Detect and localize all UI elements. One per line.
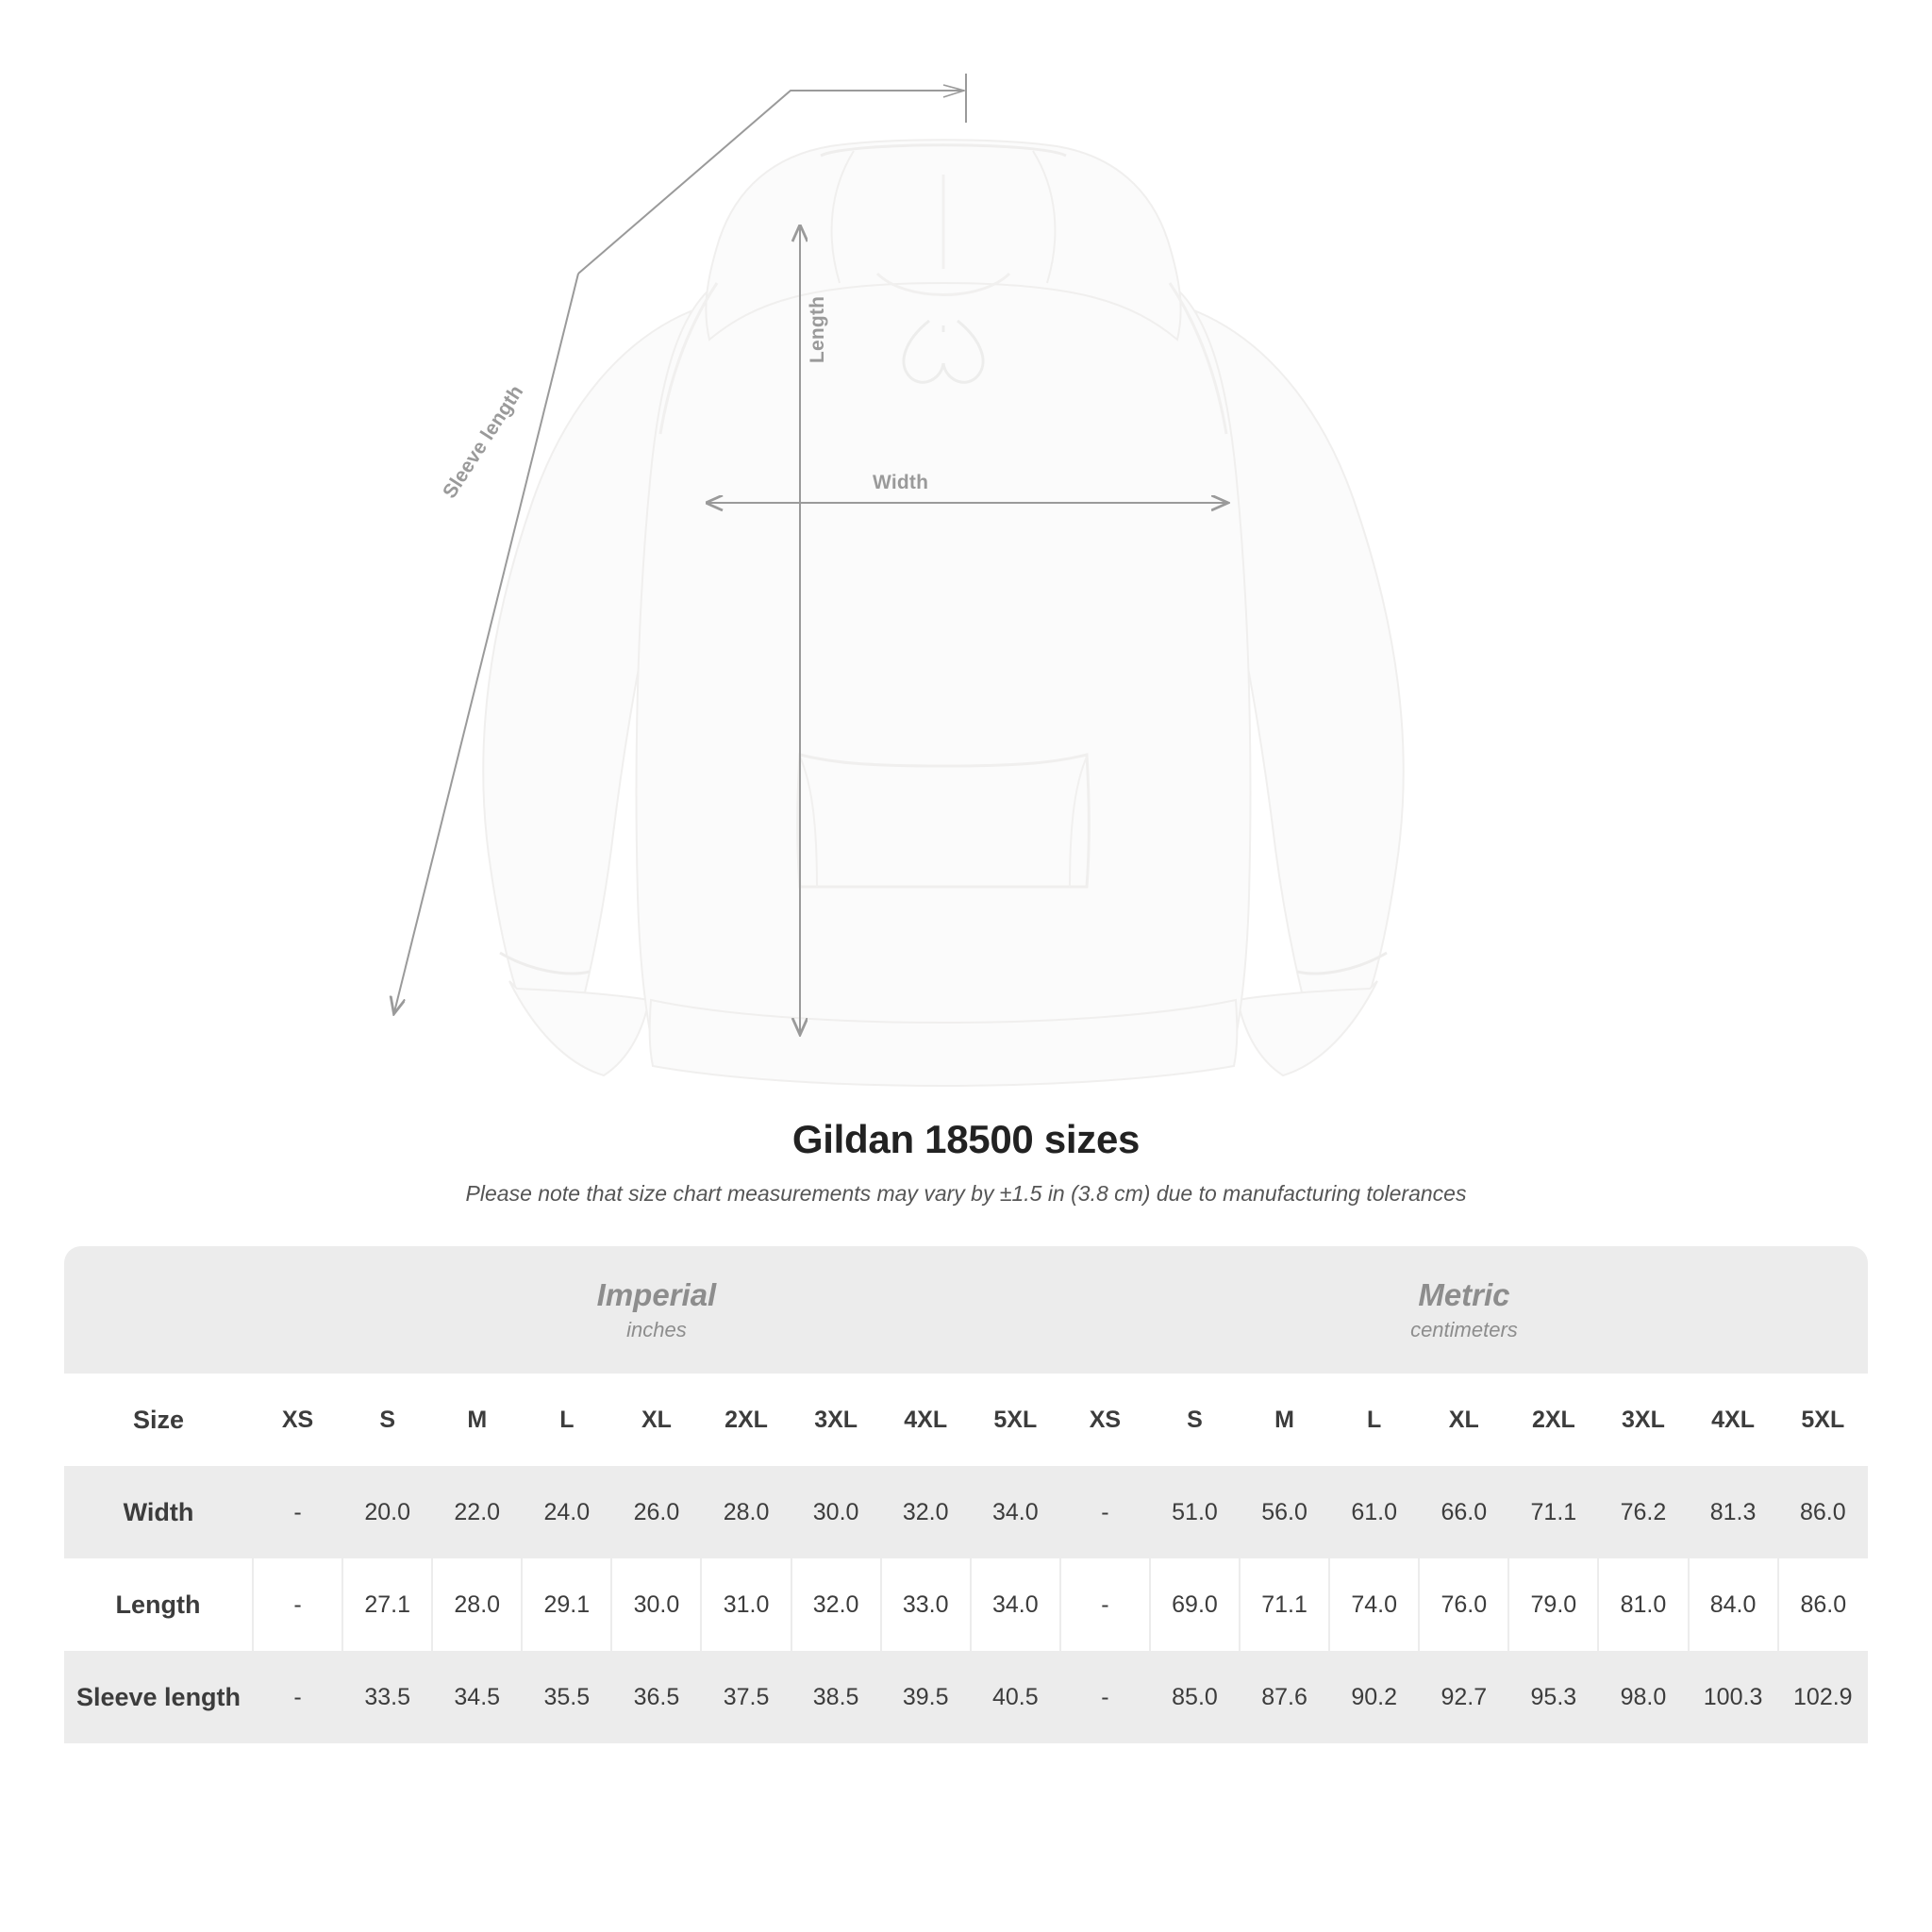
page-title: Gildan 18500 sizes (791, 1117, 1141, 1161)
size-table (64, 1246, 1868, 1743)
size-col-3xl-imperial: 3XL (791, 1374, 881, 1466)
row-label-length: Length (64, 1558, 253, 1651)
cell-sleeve-metric-s: 85.0 (1150, 1651, 1240, 1743)
size-col-xl-metric: XL (1419, 1374, 1508, 1466)
cell-sleeve-metric-3xl: 98.0 (1598, 1651, 1688, 1743)
cell-width-metric-m: 56.0 (1240, 1466, 1329, 1558)
cell-width-metric-4xl: 81.3 (1689, 1466, 1778, 1558)
cell-width-imperial-xs: - (253, 1466, 342, 1558)
cell-sleeve-imperial-xs: - (253, 1651, 342, 1743)
size-col-s-metric: S (1150, 1374, 1240, 1466)
cell-width-imperial-m: 22.0 (432, 1466, 522, 1558)
cell-sleeve-imperial-3xl: 38.5 (791, 1651, 881, 1743)
cell-length-metric-2xl: 79.0 (1508, 1558, 1598, 1651)
cell-sleeve-imperial-s: 33.5 (342, 1651, 432, 1743)
cell-sleeve-imperial-l: 35.5 (522, 1651, 611, 1743)
cell-length-imperial-m: 28.0 (432, 1558, 522, 1651)
title-block (0, 1117, 1932, 1207)
size-col-2xl-metric: 2XL (1508, 1374, 1598, 1466)
cell-sleeve-imperial-5xl: 40.5 (971, 1651, 1060, 1743)
cell-length-imperial-5xl: 34.0 (971, 1558, 1060, 1651)
cell-sleeve-imperial-4xl: 39.5 (881, 1651, 971, 1743)
metric-group-header (1060, 1246, 1868, 1374)
length-dimension-label: Length (807, 295, 828, 363)
cell-length-metric-3xl: 81.0 (1598, 1558, 1688, 1651)
row-label-sleeve-length: Sleeve length (64, 1651, 253, 1743)
width-dimension-label: Width (873, 472, 929, 493)
metric-group-title: Metric (1418, 1276, 1510, 1312)
tolerance-note: Please note that size chart measurements may vary by ±1.5 in (3.8 cm) due to manufacturing tolerances (465, 1181, 1467, 1206)
cell-width-metric-s: 51.0 (1150, 1466, 1240, 1558)
size-col-l-imperial: L (522, 1374, 611, 1466)
size-col-4xl-imperial: 4XL (881, 1374, 971, 1466)
cell-length-metric-xs: - (1060, 1558, 1150, 1651)
size-row-header: Size (64, 1374, 253, 1466)
cell-width-metric-3xl: 76.2 (1598, 1466, 1688, 1558)
cell-width-imperial-xl: 26.0 (611, 1466, 701, 1558)
size-col-s-imperial: S (342, 1374, 432, 1466)
cell-length-metric-4xl: 84.0 (1689, 1558, 1778, 1651)
unit-header-spacer (64, 1246, 253, 1374)
size-col-3xl-metric: 3XL (1598, 1374, 1688, 1466)
cell-sleeve-metric-4xl: 100.3 (1689, 1651, 1778, 1743)
cell-length-metric-m: 71.1 (1240, 1558, 1329, 1651)
cell-length-imperial-l: 29.1 (522, 1558, 611, 1651)
size-col-xl-imperial: XL (611, 1374, 701, 1466)
size-col-m-metric: M (1240, 1374, 1329, 1466)
size-col-xs-metric: XS (1060, 1374, 1150, 1466)
cell-width-imperial-l: 24.0 (522, 1466, 611, 1558)
cell-sleeve-imperial-2xl: 37.5 (701, 1651, 791, 1743)
hoodie-garment (483, 140, 1404, 1086)
cell-length-imperial-3xl: 32.0 (791, 1558, 881, 1651)
cell-sleeve-imperial-m: 34.5 (432, 1651, 522, 1743)
cell-length-metric-l: 74.0 (1329, 1558, 1419, 1651)
imperial-group-header (253, 1246, 1060, 1374)
sleeve-length-dimension-label: Sleeve length (439, 381, 528, 503)
cell-length-imperial-s: 27.1 (342, 1558, 432, 1651)
cell-width-imperial-4xl: 32.0 (881, 1466, 971, 1558)
size-col-4xl-metric: 4XL (1689, 1374, 1778, 1466)
cell-sleeve-metric-5xl: 102.9 (1778, 1651, 1868, 1743)
cell-width-imperial-2xl: 28.0 (701, 1466, 791, 1558)
size-col-m-imperial: M (432, 1374, 522, 1466)
cell-sleeve-metric-l: 90.2 (1329, 1651, 1419, 1743)
size-col-5xl-imperial: 5XL (971, 1374, 1060, 1466)
cell-width-metric-2xl: 71.1 (1508, 1466, 1598, 1558)
imperial-group-title: Imperial (596, 1276, 717, 1312)
metric-group-unit: centimeters (1410, 1318, 1518, 1342)
size-col-2xl-imperial: 2XL (701, 1374, 791, 1466)
cell-sleeve-imperial-xl: 36.5 (611, 1651, 701, 1743)
cell-length-metric-s: 69.0 (1150, 1558, 1240, 1651)
cell-width-imperial-s: 20.0 (342, 1466, 432, 1558)
size-col-l-metric: L (1329, 1374, 1419, 1466)
cell-length-imperial-4xl: 33.0 (881, 1558, 971, 1651)
cell-length-imperial-2xl: 31.0 (701, 1558, 791, 1651)
cell-width-metric-l: 61.0 (1329, 1466, 1419, 1558)
cell-sleeve-metric-m: 87.6 (1240, 1651, 1329, 1743)
table-row (64, 1558, 1868, 1651)
unit-header-row (64, 1246, 1868, 1374)
cell-width-metric-xl: 66.0 (1419, 1466, 1508, 1558)
cell-sleeve-metric-2xl: 95.3 (1508, 1651, 1598, 1743)
cell-sleeve-metric-xs: - (1060, 1651, 1150, 1743)
size-table-wrapper (64, 1246, 1868, 1743)
imperial-group-unit: inches (626, 1318, 687, 1342)
size-col-5xl-metric: 5XL (1778, 1374, 1868, 1466)
table-row (64, 1651, 1868, 1743)
cell-sleeve-metric-xl: 92.7 (1419, 1651, 1508, 1743)
cell-length-imperial-xl: 30.0 (611, 1558, 701, 1651)
cell-length-imperial-xs: - (253, 1558, 342, 1651)
cell-length-metric-5xl: 86.0 (1778, 1558, 1868, 1651)
cell-length-metric-xl: 76.0 (1419, 1558, 1508, 1651)
table-row (64, 1466, 1868, 1558)
cell-width-metric-5xl: 86.0 (1778, 1466, 1868, 1558)
cell-width-metric-xs: - (1060, 1466, 1150, 1558)
row-label-width: Width (64, 1466, 253, 1558)
cell-width-imperial-3xl: 30.0 (791, 1466, 881, 1558)
cell-width-imperial-5xl: 34.0 (971, 1466, 1060, 1558)
size-header-row (64, 1374, 1868, 1466)
size-col-xs-imperial: XS (253, 1374, 342, 1466)
